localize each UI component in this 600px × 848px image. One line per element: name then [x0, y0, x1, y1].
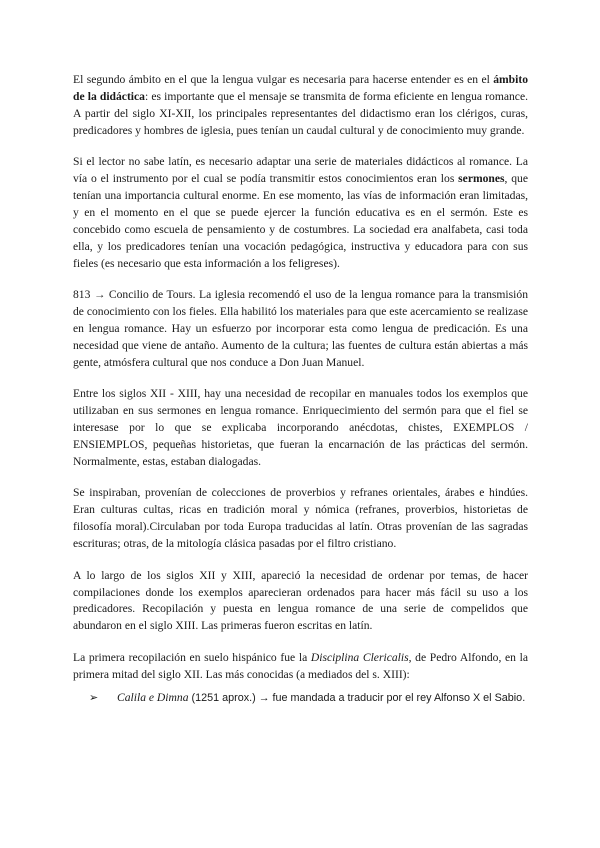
- arrowhead-bullet-icon: ➢: [89, 691, 99, 704]
- paragraph-text: (1251 aprox.) → fue mandada a traducir por el rey Alfonso X el Sabio.: [188, 691, 526, 704]
- paragraph-text: : es importante que el mensaje se transmita de forma eficiente en lengua romance. A partir del siglo XI-XII, los principales representantes del didactismo eran los clérigos, curas, predicadores y hombres de iglesia, pues tenían un caudal cultural y de conocimiento muy grande.: [73, 89, 528, 137]
- italic-title: Disciplina Clericalis: [310, 650, 409, 664]
- paragraph-text: Si el lector no sabe latín, es necesario adaptar una serie de materiales didácticos al romance. La vía o el instrumento por el cual se podía transmitir estos conocimientos eran los: [73, 155, 528, 186]
- italic-title: Calila e Dimna: [117, 690, 189, 704]
- list-item-text: [117, 690, 528, 706]
- paragraph-disciplina-clericalis: [73, 650, 528, 684]
- paragraph-text: El segundo ámbito en el que la lengua vulgar es necesaria para hacerse entender es en el: [73, 73, 494, 86]
- paragraph-sermones: [73, 154, 528, 272]
- paragraph-text: , que tenían una importancia cultural enorme. En ese momento, las vías de información eran limitadas, y en el momento en el que se puede ejercer la función educativa es en el sermón. Este es concebido como escuela de pensamiento y de costumbres. La sociedad era analfabeta, casi toda ella, y los predicadores tenían una vocación pedagógica, instructiva y educadora para con sus fieles (es necesario que esta información a los feligreses).: [73, 172, 528, 270]
- paragraph-ambito-didactica: [73, 72, 528, 140]
- document-page: [73, 72, 528, 706]
- paragraph-text: , de Pedro Alfondo, en la primera mitad del siglo XII. Las más conocidas (a mediados del s. XIII):: [73, 650, 529, 681]
- paragraph-concilio-tours: 813 → Concilio de Tours. La iglesia recomendó el uso de la lengua romance para la transmisión de conocimiento con los fieles. Ella habilitó los materiales para que este acercamiento se realizase en lengua romance. Hay un esfuerzo por incorporar esta como lengua de predicación. Es una necesidad que viene de antaño. Aumento de la cultura; las fuentes de cultura están abiertas a más gente, atmósfera cultural que nos conduce a Don Juan Manuel.: [73, 288, 528, 369]
- paragraph-inspiraciones: Se inspiraban, provenían de colecciones de proverbios y refranes orientales, árabes e hindúes. Eran culturas cultas, ricas en tradición moral y nómica (refranes, proverbios, historietas de filosofía moral).Circulaban por toda Europa traducidas al latín. Otras provenían de las sagradas escrituras; otras, de la mitología clásica pasadas por el filtro cristiano.: [73, 486, 528, 551]
- bullet-list: [73, 690, 528, 706]
- bold-term: sermones: [458, 172, 505, 186]
- paragraph-text: La primera recopilación en suelo hispánico fue la: [73, 650, 311, 664]
- paragraph-compilaciones: A lo largo de los siglos XII y XIII, apareció la necesidad de ordenar por temas, de hacer compilaciones donde los exemplos aparecieran ordenados para hacer más fácil su uso a los predicadores. Recopilación y puesta en lengua romance de una serie de compelidos que abundaron en el siglo XIII. Las primeras fueron escritas en latín.: [73, 568, 528, 633]
- paragraph-siglos-xii-xiii: Entre los siglos XII - XIII, hay una necesidad de recopilar en manuales todos los exemplos que utilizaban en sus sermones en lengua romance. Enriquecimiento del sermón para que el fiel se interesase por lo que se explicaba incorporando anécdotas, chistes, EXEMPLOS / ENSIEMPLOS, pequeñas historietas, que fueran la encarnación de las prácticas del sermón. Normalmente, estas, estaban dialogadas.: [73, 387, 528, 468]
- list-item: [89, 690, 528, 706]
- bold-term: ámbito de la didáctica: [73, 73, 528, 103]
